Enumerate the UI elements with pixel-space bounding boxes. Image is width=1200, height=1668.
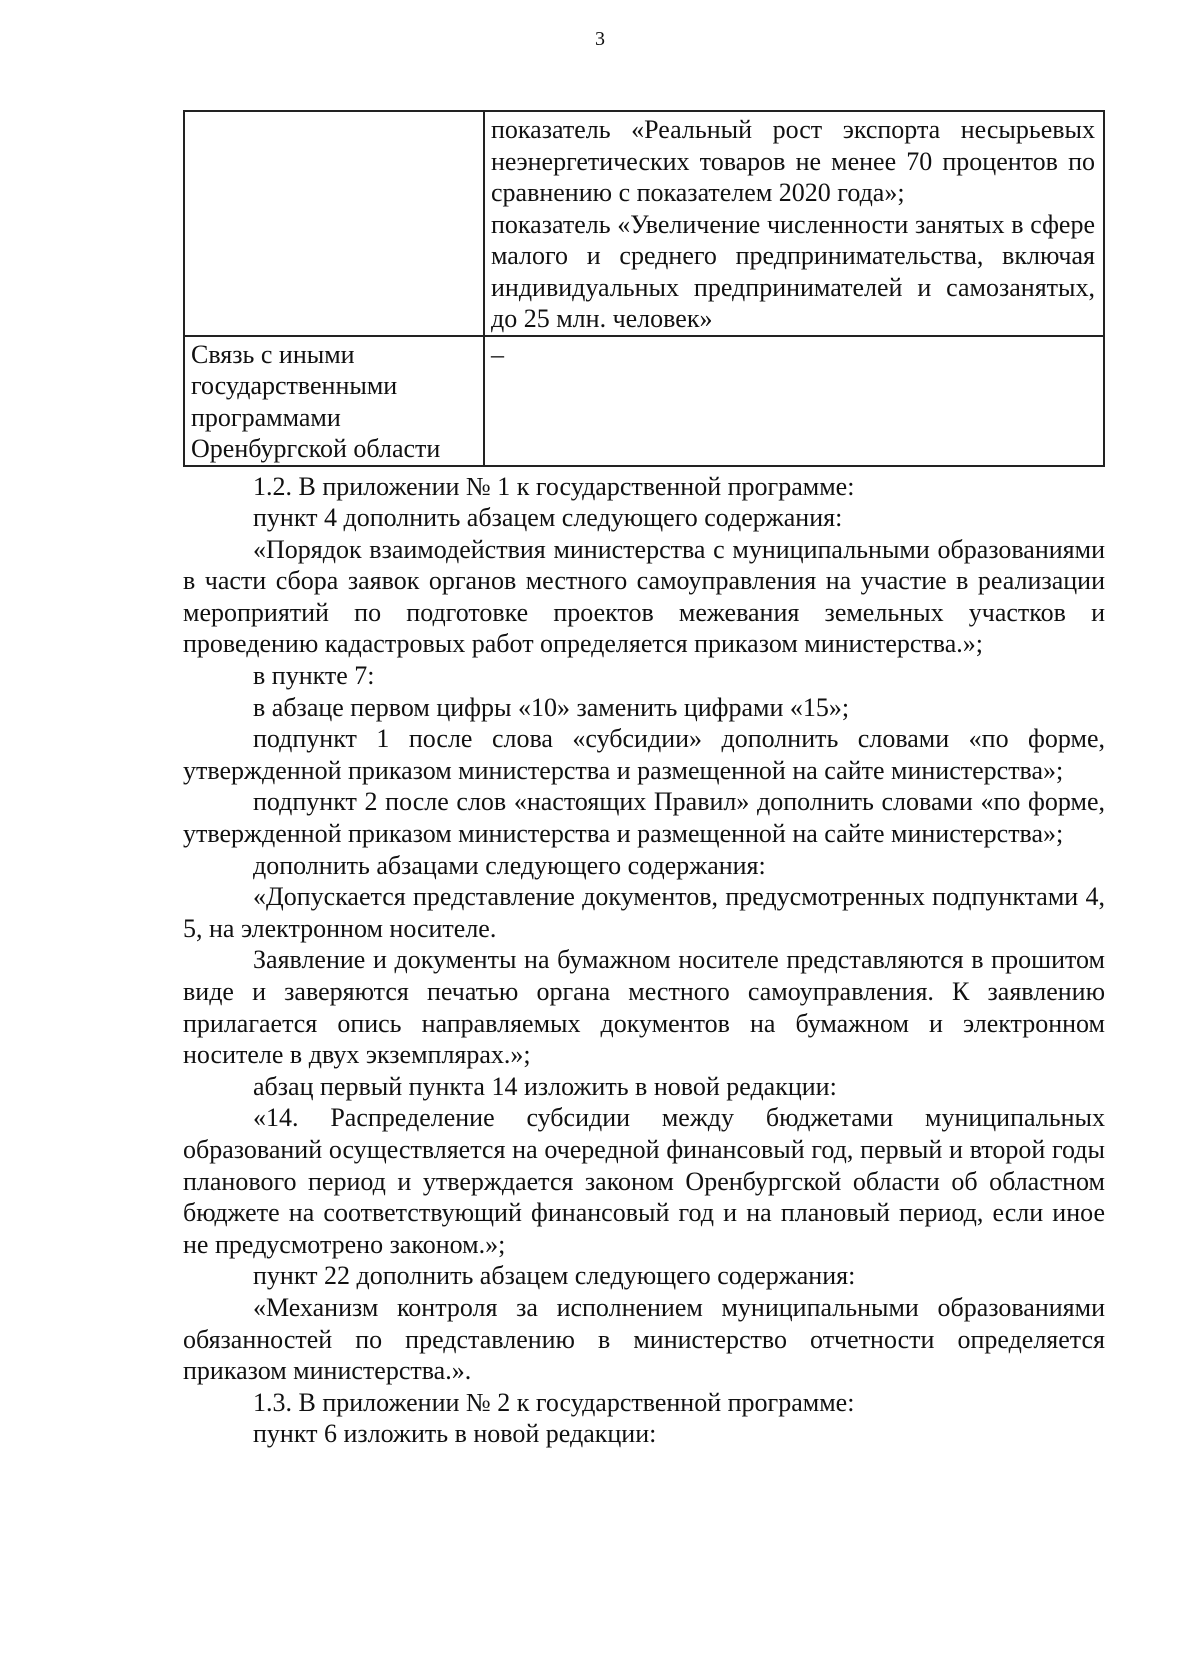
- paragraph: абзац первый пункта 14 изложить в новой редакции:: [253, 1071, 837, 1101]
- label-line: государственными: [191, 371, 398, 400]
- indicator-text: показатель «Увеличение численности занятых в сфере малого и среднего предпринимательства, включая индивидуальных предпринимателей и самозанятых, до 25 млн. человек»: [491, 209, 1095, 333]
- table-cell-label: [184, 111, 484, 336]
- label-line: Связь с иными: [191, 339, 355, 369]
- page-number: 3: [595, 28, 605, 50]
- paragraph: 1.3. В приложении № 2 к государственной программе:: [253, 1387, 855, 1417]
- paragraph: подпункт 2 после слов «настоящих Правил» дополнить словами «по форме, утвержденной приказом министерства и размещенной на сайте министерства»;: [183, 787, 1105, 849]
- paragraph: «Допускается представление документов, предусмотренных подпунктами 4, 5, на электронном носителе.: [183, 882, 1105, 943]
- table-cell-value: [484, 111, 1104, 336]
- paragraph: в пункте 7:: [253, 661, 375, 691]
- table-cell-value: [484, 336, 1104, 466]
- paragraph: пункт 22 дополнить абзацем следующего содержания:: [253, 1261, 856, 1291]
- paragraph: Заявление и документы на бумажном носителе представляются в прошитом виде и заверяются печатью органа местного самоуправления. К заявлению прилагается опись направляемых документов на бумажном и электронном носителе в двух экземплярах.»;: [183, 945, 1105, 1070]
- paragraph: подпункт 1 после слова «субсидии» дополнить словами «по форме, утвержденной приказом министерства и размещенной на сайте министерства»;: [183, 724, 1105, 785]
- paragraph: в абзаце первом цифры «10» заменить цифрами «15»;: [253, 692, 850, 722]
- paragraph: дополнить абзацами следующего содержания:: [253, 850, 766, 880]
- paragraph: пункт 6 изложить в новой редакции:: [253, 1419, 657, 1449]
- indicator-text: показатель «Реальный рост экспорта несырьевых неэнергетических товаров не менее 70 процентов по сравнению с показателем 2020 года»;: [491, 115, 1095, 207]
- paragraph: «14. Распределение субсидии между бюджетами муниципальных образований осуществляется на очередной финансовый год, первый и второй годы планового период и утверждается законом Оренбургской области об областном бюджете на соответствующий финансовый год и на плановый период, если иное не предусмотрено законом.»;: [183, 1103, 1105, 1259]
- table-row: [184, 336, 1104, 466]
- cell-empty: [191, 114, 475, 146]
- document-body: [183, 110, 1105, 1450]
- paragraph: «Механизм контроля за исполнением муниципальными образованиями обязанностей по представлению в министерство отчетности определяется приказом министерства.».: [183, 1292, 1105, 1386]
- paragraph: пункт 4 дополнить абзацем следующего содержания:: [253, 503, 843, 533]
- amendments-text: [183, 471, 1105, 1450]
- paragraph: 1.2. В приложении № 1 к государственной программе:: [253, 471, 855, 501]
- program-passport-table: [183, 110, 1105, 467]
- table-row: [184, 111, 1104, 336]
- label-line: Оренбургской области: [191, 434, 441, 463]
- table-cell-label: [184, 336, 484, 466]
- label-line: программами: [191, 402, 341, 432]
- paragraph: «Порядок взаимодействия министерства с муниципальными образованиями в части сбора заявок органов местного самоуправления на участие в реализации мероприятий по подготовке проектов межевания земельных участков и проведению кадастровых работ определяется приказом министерства.»;: [183, 534, 1105, 659]
- dash-value: –: [491, 339, 504, 369]
